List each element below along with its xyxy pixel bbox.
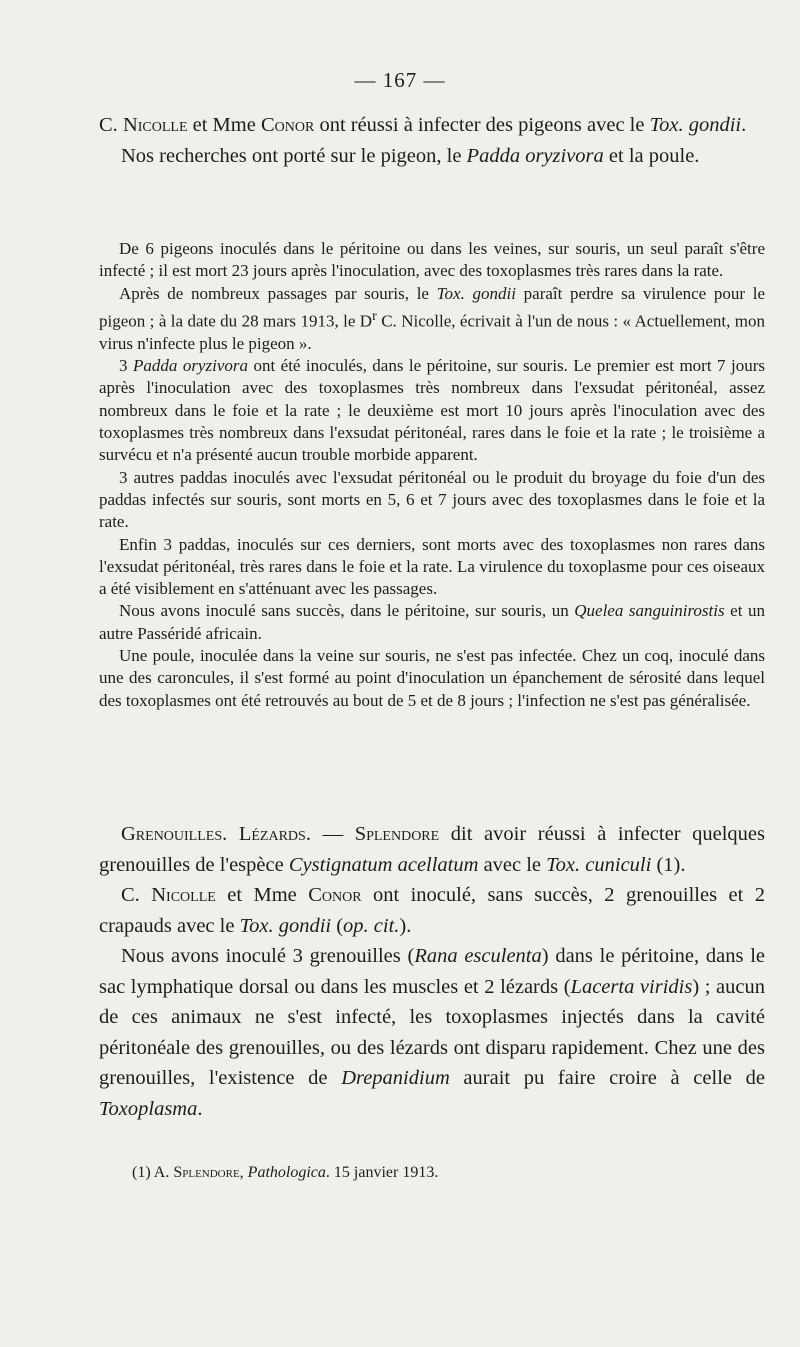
species-name: Lacerta viridis (570, 975, 693, 998)
bird-experiments-section (99, 238, 765, 712)
author-name: Conor (260, 114, 315, 136)
paragraph-splendore: Grenouilles. Lézards. — Splendore dit avoir réussi à infecter quelques grenouilles de l'espèce Cystignatum acellatum avec le Tox. cuniculi (1). (99, 823, 765, 876)
paragraph-pigeons-inoculated: De 6 pigeons inoculés dans le péritoine ou dans les veines, sur souris, un seul paraît s'être infecté ; il est mort 23 jours après l'inoculation, avec des toxoplasmes très rares dans la rate. (99, 239, 765, 281)
paragraph-hen-rooster: Une poule, inoculée dans la veine sur souris, ne s'est pas infectée. Chez un coq, inoculé dans une des caroncules, il s'est formé au point d'inoculation un épanchement de sérosité dans lequel des toxoplasmes ont été retrouvés au bout de 5 et de 8 jours ; l'infection ne s'est pas généralisée. (99, 646, 765, 710)
species-name: Toxoplasma (99, 1097, 198, 1120)
species-name: Padda oryzivora (466, 144, 604, 167)
frogs-lizards-section (99, 819, 765, 1124)
page-number: — 167 — (354, 68, 446, 92)
intro-section (99, 110, 765, 171)
footnote: (1) A. Splendore, Pathologica. 15 janvier 1913. (132, 1164, 439, 1181)
paragraph-padda-inoculated: 3 Padda oryzivora ont été inoculés, dans le péritoine, sur souris. Le premier est mort 7 jours après l'inoculation avec des toxoplasmes très nombreux dans l'exsudat péritonéal, assez nombreux dans le foie et la rate ; le deuxième est mort 10 jours après l'inoculation avec des toxoplasmes très nombreux dans l'exsudat péritonéal, rares dans le foie et la rate ; le troisième a survécu et n'a présenté aucun trouble morbide apparent. (99, 356, 765, 465)
paragraph-other-paddas: 3 autres paddas inoculés avec l'exsudat péritonéal ou le produit du broyage du foie d'un des paddas infectés sur souris, sont morts en 5, 6 et 7 jours avec des toxoplasmes dans le foie et la rate. (99, 467, 765, 532)
species-name: Tox. gondii (239, 914, 332, 937)
paragraph-our-frog-experiments: Nous avons inoculé 3 grenouilles (Rana esculenta) dans le péritoine, dans le sac lymphatique dorsal ou dans les muscles et 2 lézards (Lacerta viridis) ; aucun de ces animaux ne s'est infecté, les toxoplasmes injectés dans la cavité péritonéale des grenouilles, ou des lézards ont disparu rapidement. Chez une des grenouilles, l'existence de Drepanidium aurait pu faire croire à celle de Toxoplasma. (99, 945, 765, 1120)
paragraph-our-research: Nos recherches ont porté sur le pigeon, le Padda oryzivora et la poule. (121, 144, 700, 167)
species-name: Tox. cuniculi (546, 853, 652, 876)
species-name: Padda oryzivora (132, 356, 248, 376)
author-name: Nicolle (151, 884, 216, 906)
paragraph-finally-paddas: Enfin 3 paddas, inoculés sur ces derniers, sont morts avec des toxoplasmes non rares dans l'exsudat péritonéal, très rares dans le foie et la rate. La virulence du toxoplasme pour ces oiseaux a été visiblement en s'atténuant avec les passages. (99, 534, 765, 599)
section-heading: Grenouilles. Lézards. (121, 823, 311, 845)
author-name: Splendore (354, 823, 440, 845)
journal-name: Pathologica (247, 1164, 326, 1181)
species-name: Quelea sanguinirostis (574, 601, 725, 621)
species-name: Cystignatum acellatum (288, 853, 479, 876)
paragraph-nicolle-conor-frogs: C. Nicolle et Mme Conor ont inoculé, sans succès, 2 grenouilles et 2 crapauds avec le Tox. gondii (op. cit.). (99, 884, 765, 937)
species-name: Tox. gondii (649, 114, 742, 136)
species-name: Rana esculenta (414, 945, 542, 967)
paragraph-nicolle-conor-pigeons: C. Nicolle et Mme Conor ont réussi à infecter des pigeons avec le Tox. gondii. (99, 114, 747, 136)
species-name: Tox. gondii (436, 283, 516, 303)
citation: op. cit. (343, 914, 400, 937)
author-name: Nicolle (122, 114, 188, 136)
author-name: Splendore (173, 1164, 240, 1181)
species-name: Drepanidium (341, 1067, 450, 1089)
paragraph-quelea: Nous avons inoculé sans succès, dans le péritoine, sur souris, un Quelea sanguinirostis et un autre Passéridé africain. (99, 601, 765, 643)
author-name: Conor (308, 884, 362, 906)
paragraph-virulence-loss: Après de nombreux passages par souris, le Tox. gondii paraît perdre sa virulence pour le pigeon ; à la date du 28 mars 1913, le $D^r$ C. Nicolle, écrivait à l'un de nous : « Actuellement, mon virus n'infecte plus le pigeon ». (99, 283, 766, 353)
